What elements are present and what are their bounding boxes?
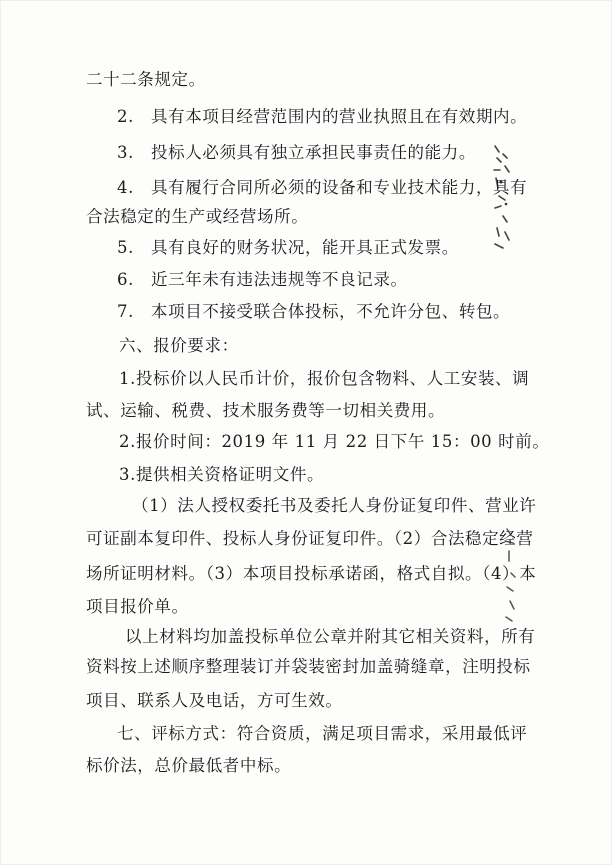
body-line-12: 2.报价时间：2019 年 11 月 22 日下午 15：00 时前。	[119, 432, 550, 451]
body-line-11: 试、运输、税费、技术服务费等一切相关费用。	[86, 401, 446, 420]
body-line-15: 可证副本复印件、投标人身份证复印件。（2）合法稳定经营	[86, 529, 534, 548]
body-line-2: 2. 具有本项目经营范围内的营业执照且在有效期内。	[117, 107, 528, 126]
body-line-17: 项目报价单。	[86, 597, 189, 616]
body-line-19: 资料按上述顺序整理装订并袋装密封加盖骑缝章，注明投标	[86, 657, 531, 676]
body-line-22: 标价法，总价最低者中标。	[86, 756, 292, 775]
body-line-1: 二十二条规定。	[86, 70, 206, 89]
body-line-16: 场所证明材料。（3）本项目投标承诺函，格式自拟。（4）本	[86, 564, 537, 583]
body-line-5: 合法稳定的生产或经营场所。	[86, 207, 309, 226]
body-line-14: （1）法人授权委托书及委托人身份证复印件、营业许	[132, 496, 537, 515]
body-line-7: 6. 近三年未有违法违规等不良记录。	[117, 270, 408, 289]
body-line-8: 7. 本项目不接受联合体投标，不允许分包、转包。	[117, 302, 511, 321]
body-line-18: 以上材料均加盖投标单位公章并附其它相关资料，所有	[125, 627, 536, 646]
body-line-20: 项目、联系人及电话，方可生效。	[86, 691, 343, 710]
body-line-10: 1.投标价以人民币计价，报价包含物料、人工安装、调	[119, 369, 530, 388]
body-line-13: 3.提供相关资格证明文件。	[119, 465, 325, 484]
section-heading-quote: 六、报价要求：	[119, 336, 239, 355]
section-heading-evaluation: 七、评标方式：符合资质，满足项目需求，采用最低评	[117, 724, 528, 743]
body-line-3: 3. 投标人必须具有独立承担民事责任的能力。	[117, 143, 476, 162]
body-line-4: 4. 具有履行合同所必须的设备和专业技术能力，具有	[117, 178, 528, 197]
body-line-6: 5. 具有良好的财务状况，能开具正式发票。	[117, 238, 459, 257]
